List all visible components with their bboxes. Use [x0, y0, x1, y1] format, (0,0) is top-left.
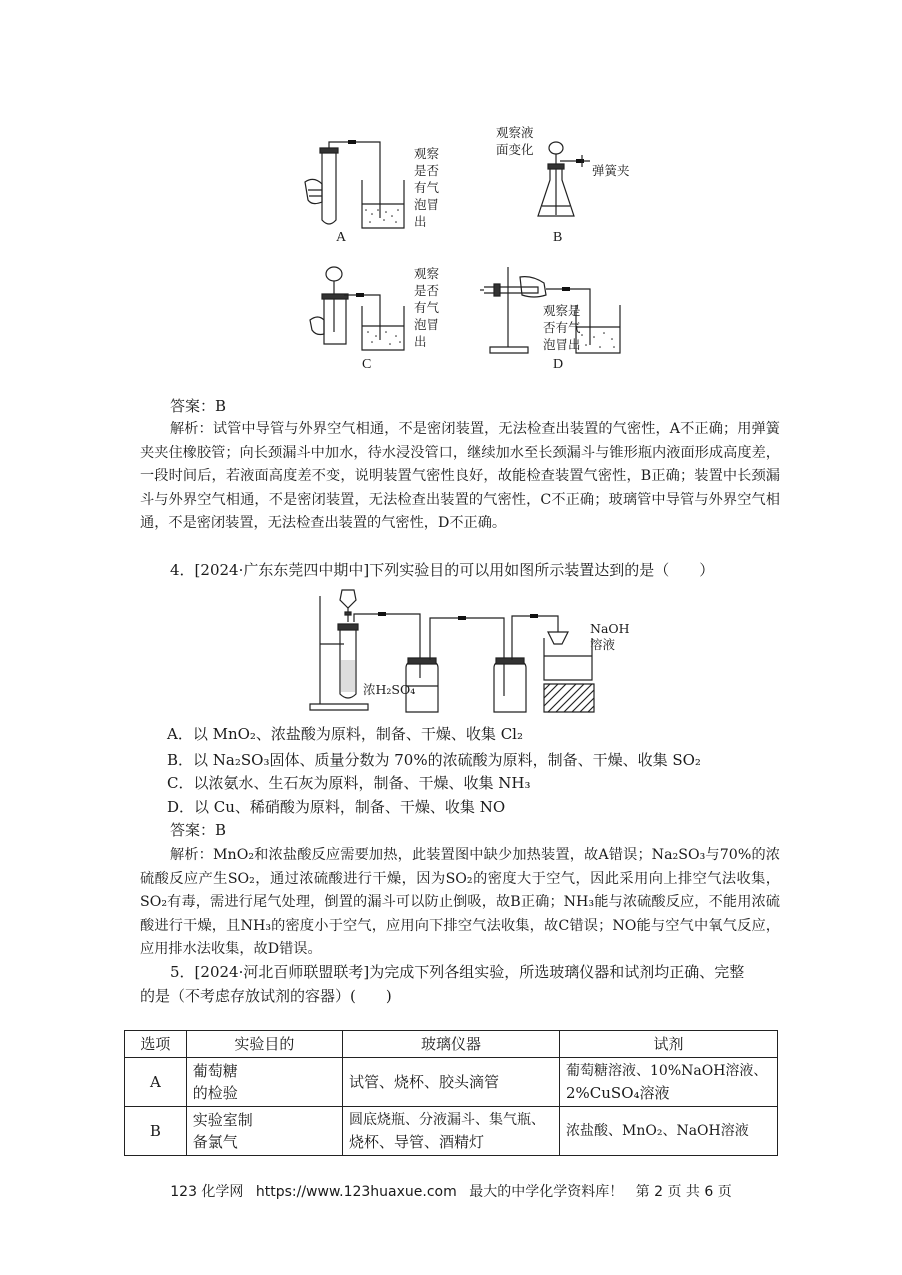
q5-stem-line1: 5．[2024·河北百师联盟联考]为完成下列各组实验，所选玻璃仪器和试剂均正确、完整 — [170, 963, 745, 981]
apparatus-b — [532, 140, 602, 225]
apparatus-b-label: B — [553, 230, 563, 245]
table-header-row — [125, 1031, 778, 1058]
q4-analysis: 解析：MnO₂和浓盐酸反应需要加热，此装置图中缺少加热装置，故A错误；Na₂SO₃与70%的浓硫酸反应产生SO₂，通过浓硫酸进行干燥，因为SO₂的密度大于空气，因此采用向上排空气法收集，SO₂有毒，需进行尾气处理，倒置的漏斗可以防止倒吸，故B正确；NH₃能与浓硫酸反应，不能用浓硫酸进行干燥，且NH₃的密度小于空气，应用向下排空气法收集，故C错误；NO能与空气中氧气反应，应用排水法收集，故D错误。 — [140, 847, 780, 957]
apparatus-c — [308, 262, 408, 354]
q4-option-a: A．以 MnO₂、浓盐酸为原料，制备、干燥、收集 Cl₂ — [167, 725, 523, 743]
q3-answer: 答案：B — [170, 397, 227, 415]
q4-naoh-label-2: 溶液 — [590, 637, 616, 652]
cell-line: 2%CuSO₄溶液 — [566, 1084, 670, 1102]
table-cell-option: B — [125, 1107, 187, 1156]
q4-option-c: C．以浓氨水、生石灰为原料，制备、干燥、收集 NH₃ — [167, 774, 531, 792]
q4-acid-label: 浓H₂SO₄ — [363, 682, 416, 697]
q4-naoh-label: NaOH — [590, 621, 630, 636]
q4-stem: 4．[2024·广东东莞四中期中]下列实验目的可以用如图所示装置达到的是（ ） — [170, 561, 715, 579]
cell-line: 的检验 — [192, 1084, 238, 1102]
table-header: 选项 — [125, 1031, 187, 1058]
cell-line: 圆底烧瓶、分液漏斗、集气瓶、 — [349, 1112, 546, 1128]
apparatus-b-clamp-note: 弹簧夹 — [592, 163, 630, 178]
footer-url[interactable]: https://www.123huaxue.com — [255, 1184, 457, 1200]
cell-line: 备氯气 — [192, 1133, 238, 1151]
q4-option-d: D．以 Cu、稀硝酸为原料，制备、干燥、收集 NO — [167, 798, 506, 816]
table-row — [125, 1107, 778, 1156]
page-footer — [0, 1181, 902, 1201]
apparatus-c-label: C — [362, 357, 372, 372]
q4-answer: 答案：B — [170, 821, 227, 839]
table-cell-glassware — [343, 1107, 560, 1156]
cell-line: 葡萄糖溶液、10%NaOH溶液、 — [566, 1063, 768, 1079]
q4-option-b: B．以 Na₂SO₃固体、质量分数为 70%的浓硫酸为原料，制备、干燥、收集 SO₂ — [167, 751, 701, 769]
q5-table — [124, 1030, 778, 1156]
footer-page-number: 第 2 页 共 6 页 — [635, 1184, 732, 1200]
cell-line: 葡萄糖 — [192, 1062, 238, 1080]
table-row — [125, 1058, 778, 1107]
cell-line: 实验室制 — [192, 1111, 253, 1129]
q3-analysis: 解析：试管中导管与外界空气相通，不是密闭装置，无法检查出装置的气密性，A不正确；用弹簧夹夹住橡胶管；向长颈漏斗中加水，待水浸没管口，继续加水至长颈漏斗与锥形瓶内液面形成高度差，一段时间后，若液面高度差不变，说明装置气密性良好，故能检查装置气密性，B正确；装置中长颈漏斗与外界空气相通，不是密闭装置，无法检查出装置的气密性，C不正确；玻璃管中导管与外界空气相通，不是密闭装置，无法检查出装置的气密性，D不正确。 — [140, 421, 780, 531]
apparatus-d-label: D — [553, 357, 564, 372]
apparatus-d-note: 观察是 否有气 泡冒出 — [543, 303, 581, 352]
apparatus-c-note: 观察 是否 有气 泡冒 出 — [414, 266, 440, 349]
cell-line: 烧杯、导管、酒精灯 — [349, 1133, 485, 1151]
table-cell-reagent — [560, 1058, 778, 1107]
table-cell-option: A — [125, 1058, 187, 1107]
apparatus-b-note-top: 观察液 面变化 — [496, 125, 534, 157]
footer-slogan: 最大的中学化学资料库！ — [469, 1184, 624, 1200]
q4-apparatus — [308, 586, 608, 716]
apparatus-a — [300, 140, 410, 235]
table-header: 实验目的 — [186, 1031, 342, 1058]
footer-site-name: 123 化学网 — [170, 1184, 244, 1200]
table-cell-glassware: 试管、烧杯、胶头滴管 — [343, 1058, 560, 1107]
table-cell-purpose — [186, 1107, 342, 1156]
apparatus-a-note: 观察 是否 有气 泡冒 出 — [414, 146, 440, 229]
table-cell-reagent: 浓盐酸、MnO₂、NaOH溶液 — [560, 1107, 778, 1156]
q5-stem-line2: 的是（不考虑存放试剂的容器）( ) — [140, 987, 392, 1005]
table-cell-purpose — [186, 1058, 342, 1107]
table-header: 试剂 — [560, 1031, 778, 1058]
apparatus-a-label: A — [336, 230, 347, 245]
table-header: 玻璃仪器 — [343, 1031, 560, 1058]
